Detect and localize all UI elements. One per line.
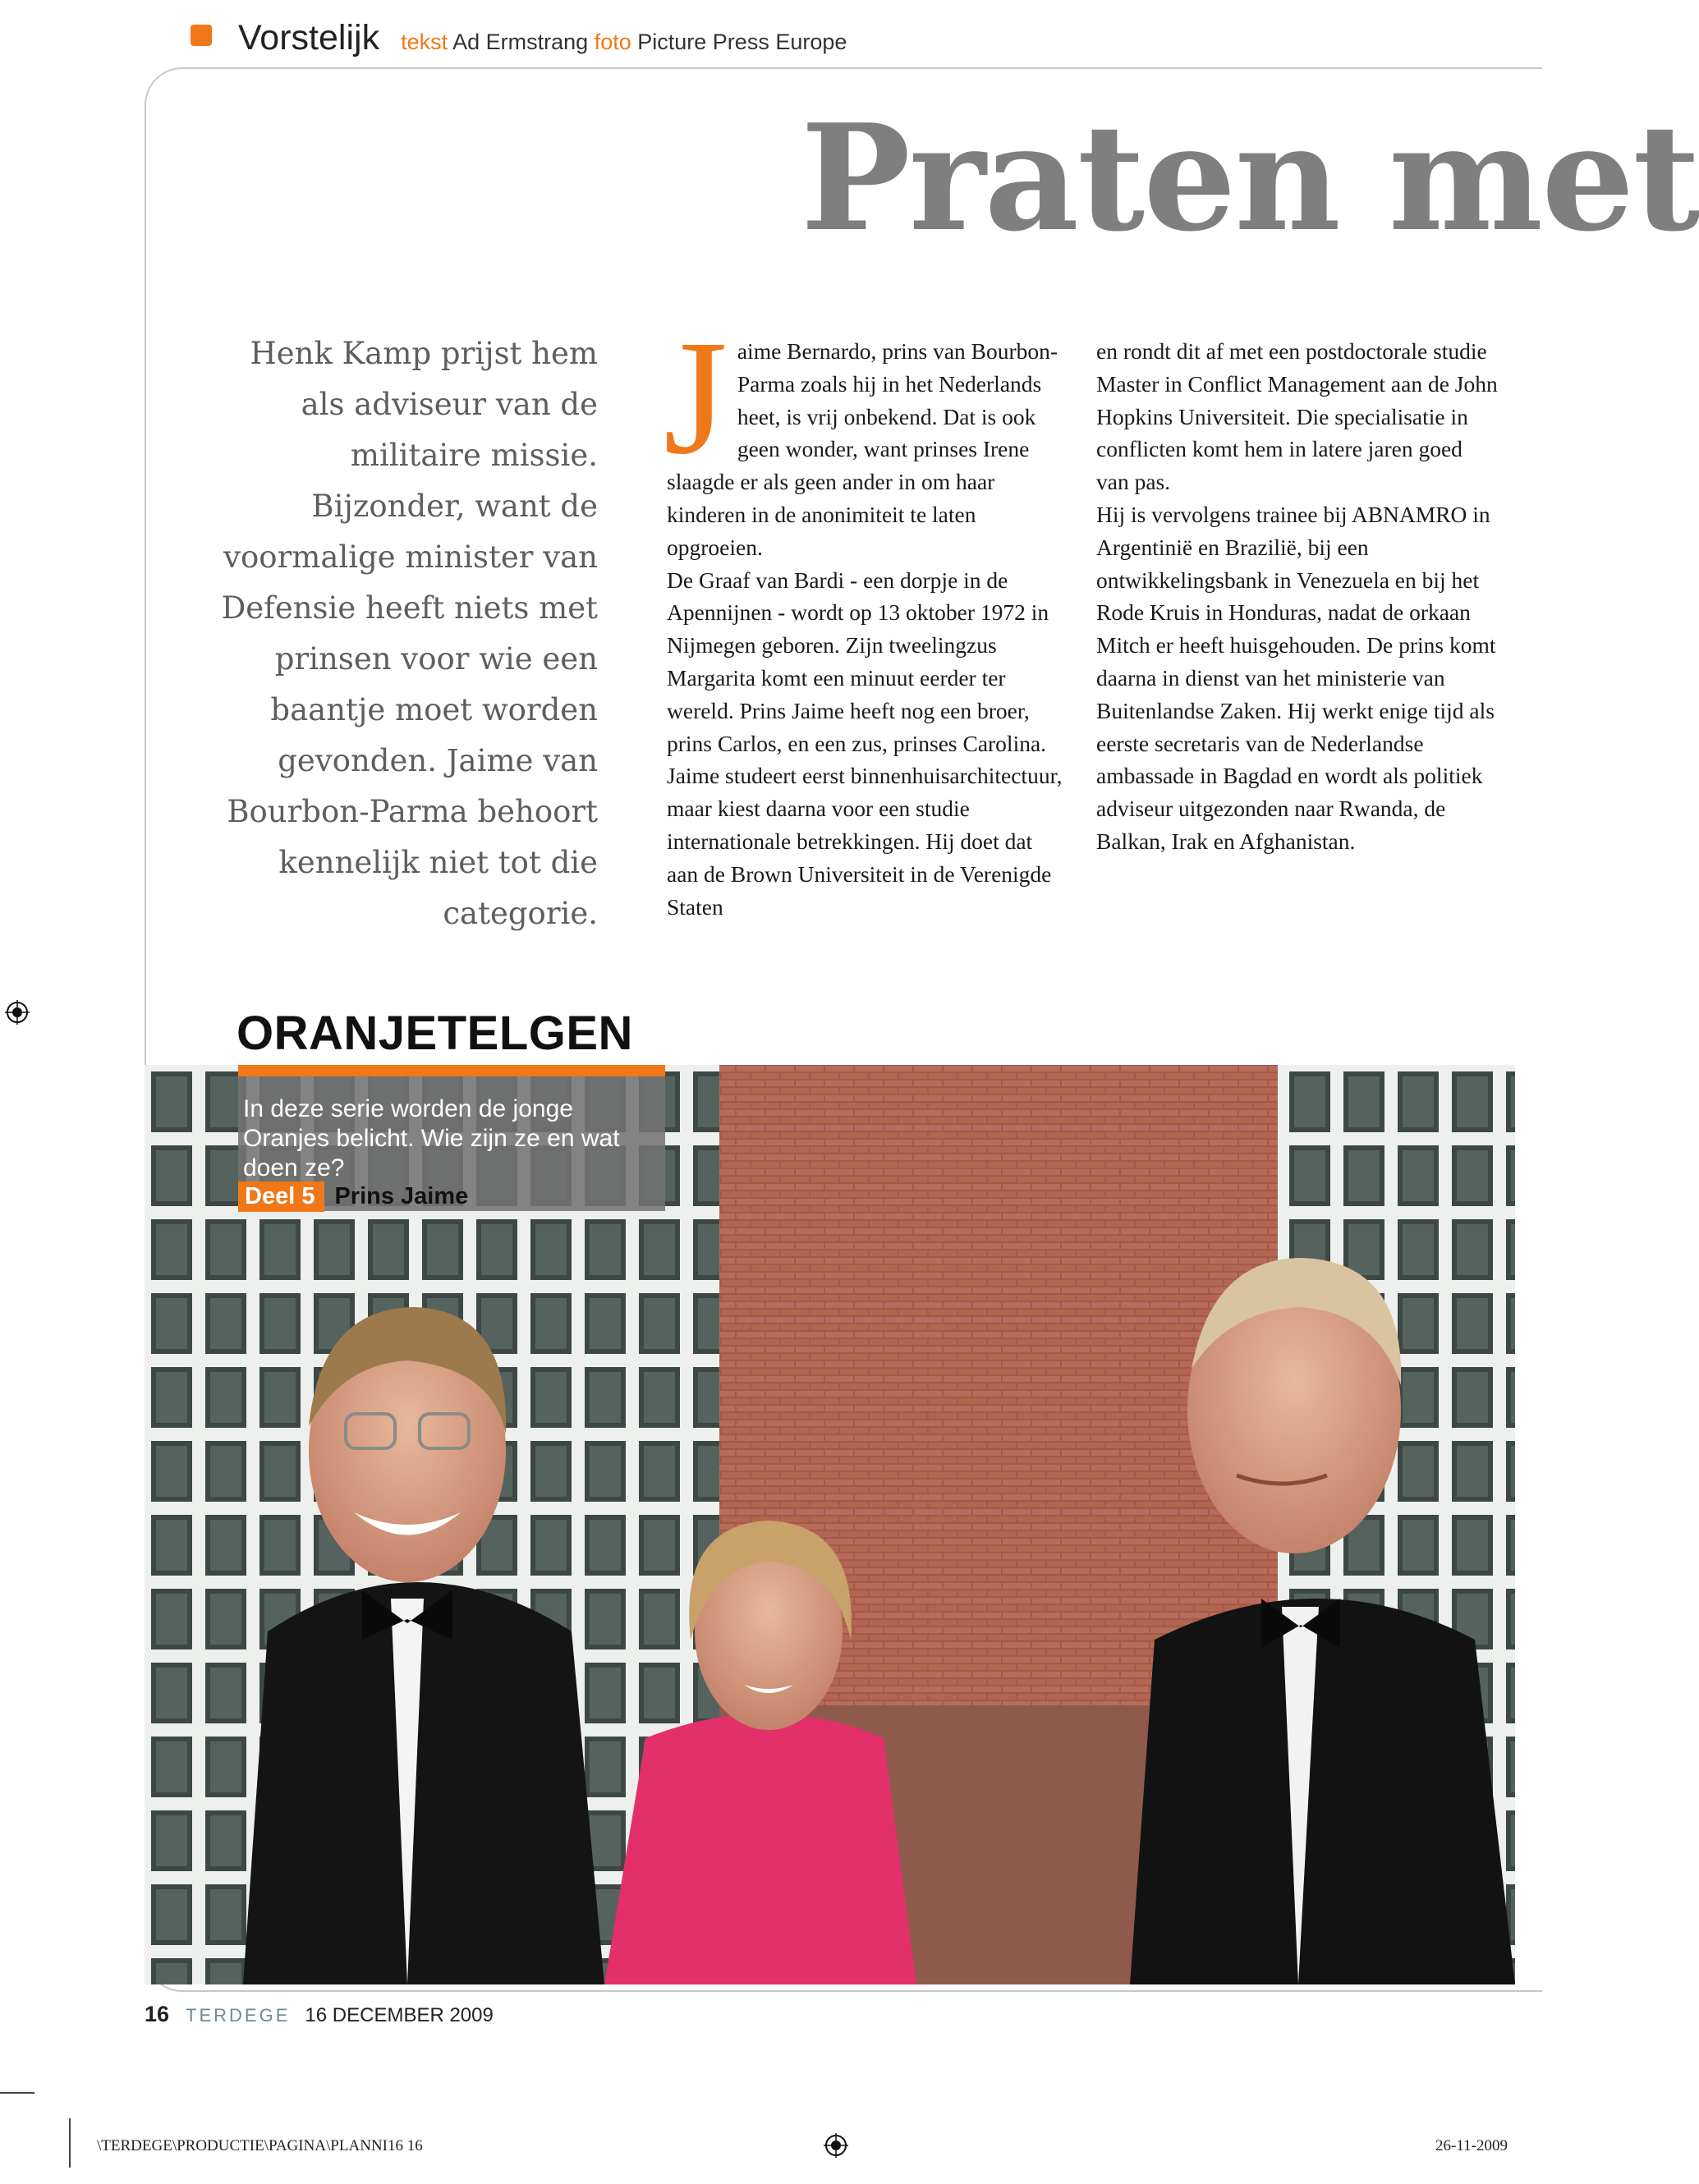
drop-cap: J <box>664 307 728 489</box>
series-title: ORANJETELGEN <box>236 1007 633 1060</box>
registration-mark-icon <box>824 2133 848 2158</box>
part-name: Prins Jaime <box>334 1183 469 1209</box>
section-name: Vorstelijk <box>238 18 380 57</box>
part-label: Deel 5 <box>238 1181 324 1212</box>
print-slug-date: 26-11-2009 <box>1435 2137 1508 2154</box>
paragraph: Jaime studeert eerst binnenhuisarchitectuur, maar kiest daarna voor een studie internationale betrekkingen. Hij doet dat aan de Brown Universiteit in de Verenigde Staten <box>667 763 1063 920</box>
photographer-name: Picture Press Europe <box>637 30 847 54</box>
pull-quote: Henk Kamp prijst hem als adviseur van de militaire missie. Bijzonder, want de voormalige minister van Defensie heeft niets met prinsen voor wie een baantje moet worden gevonden. Jaime van Bourbon-Parma behoort kennelijk niet tot die categorie. <box>221 336 598 931</box>
registration-mark-icon <box>5 1000 30 1025</box>
paragraph: aime Bernardo, prins van Bourbon-Parma zoals hij in het Nederlands heet, is vrij onbekend. Dat is ook geen wonder, want prinses Irene slaagde er als geen ander in om haar kinderen in de anonimiteit te laten opgroeien. <box>667 338 1058 560</box>
print-slug-path: \TERDEGE\PRODUCTIE\PAGINA\PLANNI16 16 <box>97 2137 423 2154</box>
body-column-2 <box>1096 335 1499 858</box>
photo-credit-label: foto <box>594 30 631 54</box>
paragraph: Hij is vervolgens trainee bij ABNAMRO in Argentinië en Brazilië, bij een ontwikkelingsbank in Venezuela en bij het Rode Kruis in Honduras, nadat de orkaan Mitch er heeft huisgehouden. De prins komt daarna in dienst van het ministerie van Buitenlandse Zaken. Hij werkt enige tijd als eerste secretaris van de Nederlandse ambassade in Bagdad en wordt als politiek adviseur uitgezonden naar Rwanda, de Balkan, Irak en Afghanistan. <box>1096 501 1496 854</box>
paragraph: en rondt dit af met een postdoctorale studie Master in Conflict Management aan de John Hopkins Universiteit. Die specialisatie in conflicten komt hem in latere jaren goed van pas. <box>1096 338 1498 495</box>
page-number: 16 <box>145 2002 170 2026</box>
series-info-box <box>238 1065 665 1211</box>
text-credit-label: tekst <box>401 30 448 54</box>
article-headline: Praten met <box>801 92 1699 264</box>
series-part <box>238 1181 468 1212</box>
magazine-name: TERDEGE <box>186 2005 291 2026</box>
paragraph: De Graaf van Bardi - een dorpje in de Apennijnen - wordt op 13 oktober 1972 in Nijmegen geboren. Zijn tweelingzus Margarita komt een minuut eerder ter wereld. Prins Jaime heeft nog een broer, prins Carlos, en een zus, prinses Carolina. <box>667 567 1049 756</box>
author-name: Ad Ermstrang <box>452 30 589 54</box>
page-header <box>191 18 847 69</box>
issue-date: 16 DECEMBER 2009 <box>305 2004 494 2026</box>
series-description: In deze serie worden de jonge Oranjes belicht. Wie zijn ze en wat doen ze? <box>243 1095 620 1181</box>
credits <box>401 30 847 55</box>
crop-mark <box>69 2118 71 2168</box>
body-column-1 <box>664 307 1066 923</box>
page-footer <box>145 2002 494 2027</box>
section-marker <box>191 25 212 46</box>
crop-mark <box>0 2092 34 2094</box>
